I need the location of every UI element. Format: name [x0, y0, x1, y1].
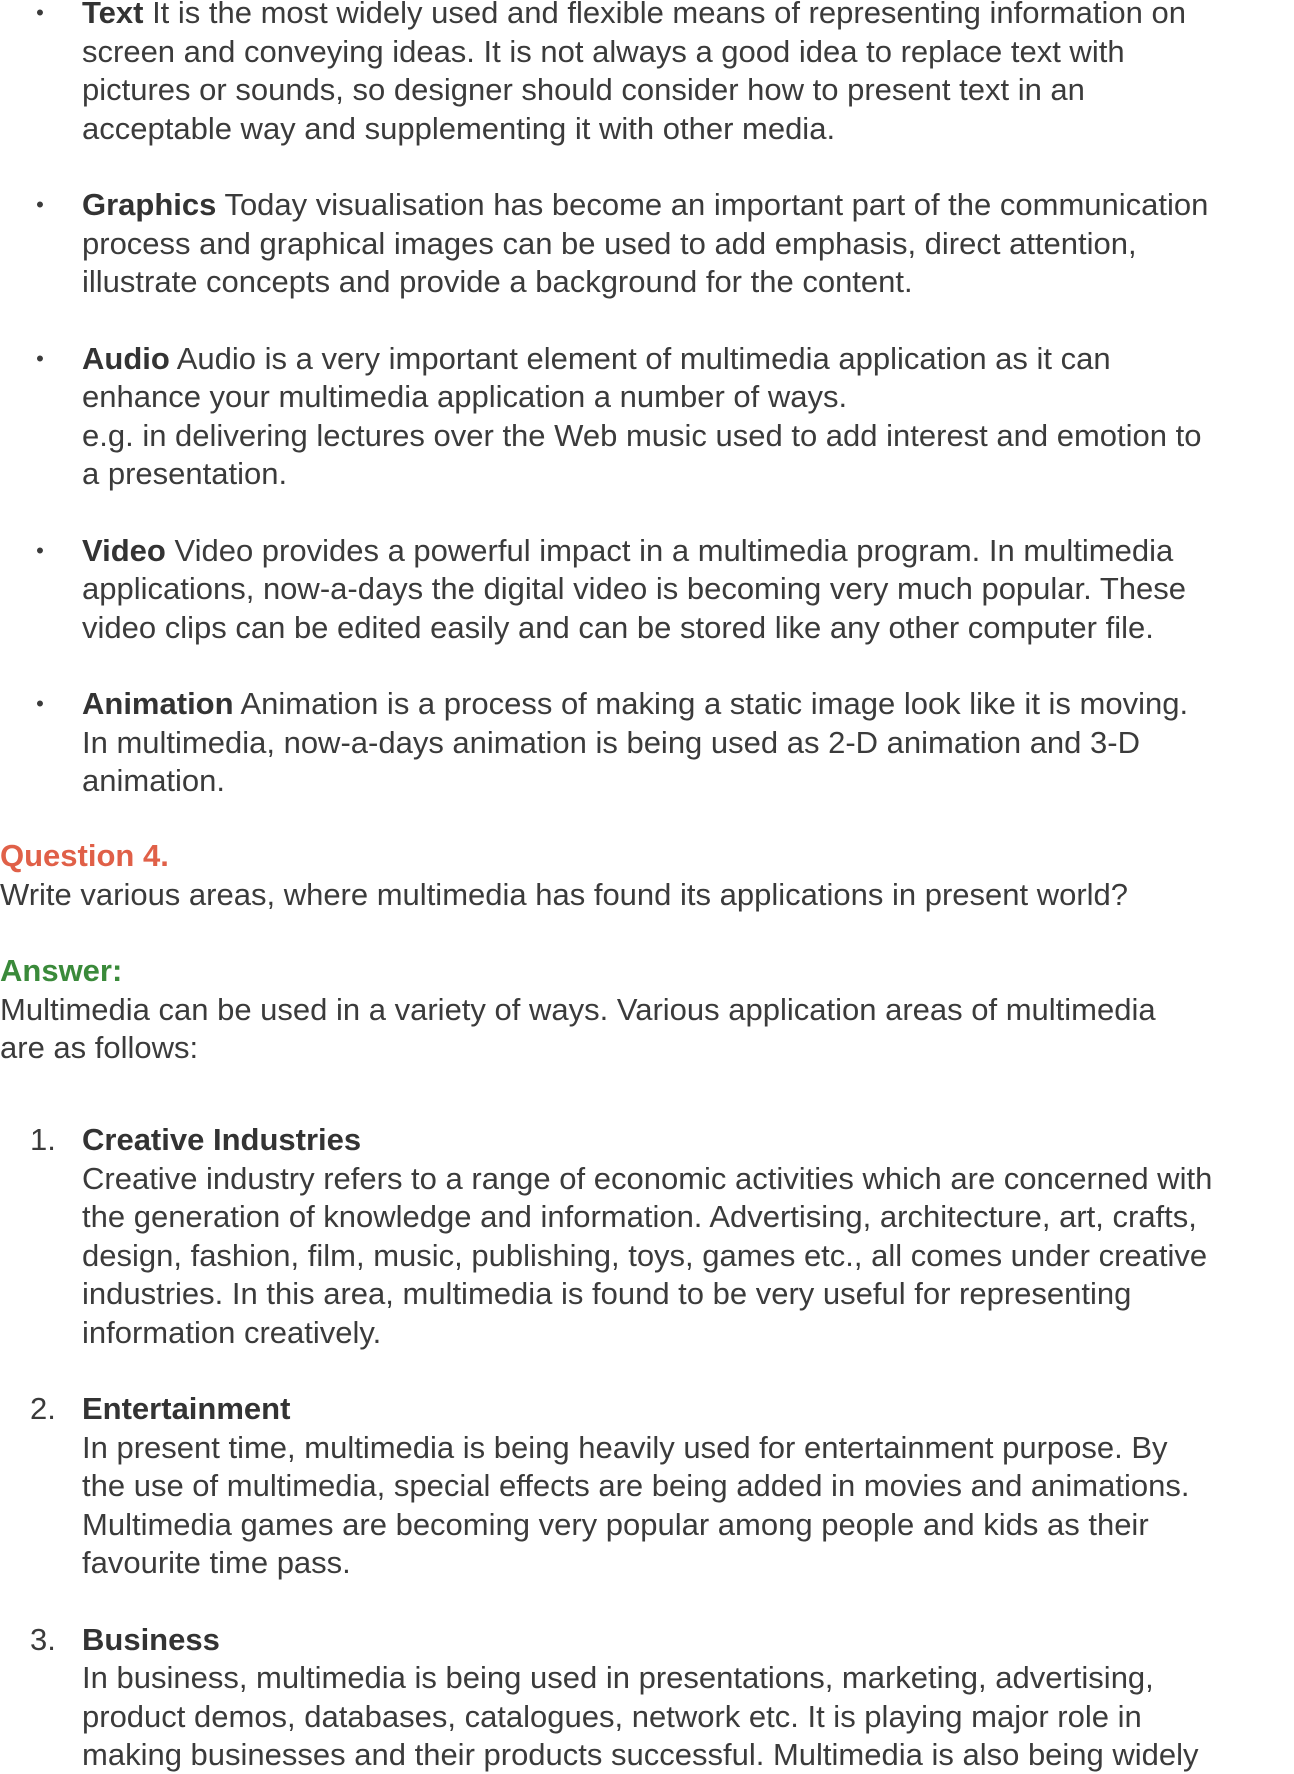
definition-line: a presentation.: [82, 456, 288, 491]
term-audio: Audio: [82, 340, 170, 376]
term-graphics: Graphics: [82, 187, 217, 222]
definition-line: applications, now-a-days the digital video is becoming very much popular. These: [82, 571, 1186, 606]
application-title: Creative Industries: [82, 1122, 362, 1157]
application-line: the use of multimedia, special effects are being added in movies and animations.: [82, 1468, 1190, 1503]
item-number: 2.: [30, 1391, 56, 1426]
definition-line: Today visualisation has become an important part of the communication: [216, 187, 1209, 222]
item-number: 1.: [30, 1122, 56, 1157]
answer-line: Multimedia can be used in a variety of ways. Various application areas of multimedia: [0, 991, 1156, 1027]
application-title: Entertainment: [82, 1391, 291, 1426]
question-text: Write various areas, where multimedia has found its applications in present world?: [0, 876, 1129, 912]
application-line: In present time, multimedia is being heavily used for entertainment purpose. By: [82, 1429, 1168, 1465]
list-item: [0, 1390, 1294, 1583]
definition-line: It is the most widely used and flexible means of representing information on: [143, 0, 1186, 30]
definition-line: video clips can be edited easily and can be stored like any other computer file.: [82, 609, 1154, 645]
definition-line: Video provides a powerful impact in a multimedia program. In multimedia: [165, 532, 1174, 568]
media-elements-section: [0, 0, 1294, 801]
item-number: 3.: [30, 1621, 56, 1657]
question-heading: Question 4.: [0, 838, 169, 873]
definition-line: process and graphical images can be used to add emphasis, direct attention,: [82, 225, 1137, 261]
bullet-icon: •: [36, 537, 44, 563]
term-animation: Animation: [82, 686, 234, 721]
application-line: making businesses and their products successful. Multimedia is also being widely: [82, 1737, 1199, 1772]
application-title: Business: [82, 1621, 220, 1657]
definition-line: acceptable way and supplementing it with other media.: [82, 110, 836, 146]
list-item: [0, 1621, 1294, 1774]
list-item: [0, 1121, 1294, 1352]
application-line: Creative industry refers to a range of economic activities which are concerned with: [82, 1160, 1213, 1196]
applications-section: [0, 1121, 1294, 1774]
applications-list: [0, 1121, 1294, 1774]
definition-line: Audio is a very important element of multimedia application as it can: [169, 340, 1111, 376]
application-line: information creatively.: [82, 1314, 382, 1350]
definition-line: pictures or sounds, so designer should consider how to present text in an: [82, 72, 1085, 107]
definition-line: In multimedia, now-a-days animation is being used as 2-D animation and 3-D: [82, 724, 1140, 760]
application-line: product demos, databases, catalogues, network etc. It is playing major role in: [82, 1698, 1142, 1734]
definition-line: animation.: [82, 763, 226, 798]
definition-line: screen and conveying ideas. It is not always a good idea to replace text with: [82, 33, 1125, 69]
answer-line: are as follows:: [0, 1030, 199, 1065]
list-item: [0, 685, 1294, 801]
definition-line: illustrate concepts and provide a background for the content.: [82, 264, 913, 299]
term-video: Video: [82, 532, 166, 568]
list-item: [0, 532, 1294, 648]
media-elements-list: [0, 0, 1294, 801]
application-line: favourite time pass.: [82, 1545, 351, 1580]
term-text: Text: [82, 0, 144, 30]
definition-line: e.g. in delivering lectures over the Web music used to add interest and emotion to: [82, 417, 1202, 453]
application-line: design, fashion, film, music, publishing, toys, games etc., all comes under creative: [82, 1237, 1208, 1273]
bullet-icon: •: [36, 345, 44, 371]
application-line: the generation of knowledge and information. Advertising, architecture, art, crafts,: [82, 1199, 1197, 1234]
answer-section: [0, 952, 1294, 1068]
bullet-icon: •: [36, 691, 44, 716]
application-line: Multimedia games are becoming very popular among people and kids as their: [82, 1506, 1149, 1542]
application-line: industries. In this area, multimedia is found to be very useful for representing: [82, 1276, 1132, 1311]
question-section: [0, 837, 1294, 914]
answer-heading: Answer:: [0, 953, 123, 988]
definition-line: Animation is a process of making a static image look like it is moving.: [233, 686, 1189, 721]
definition-line: enhance your multimedia application a number of ways.: [82, 379, 848, 414]
list-item: [0, 0, 1294, 148]
bullet-icon: •: [36, 192, 44, 217]
application-line: In business, multimedia is being used in presentations, marketing, advertising,: [82, 1660, 1154, 1695]
list-item: [0, 340, 1294, 494]
bullet-icon: •: [36, 0, 44, 25]
list-item: [0, 186, 1294, 302]
